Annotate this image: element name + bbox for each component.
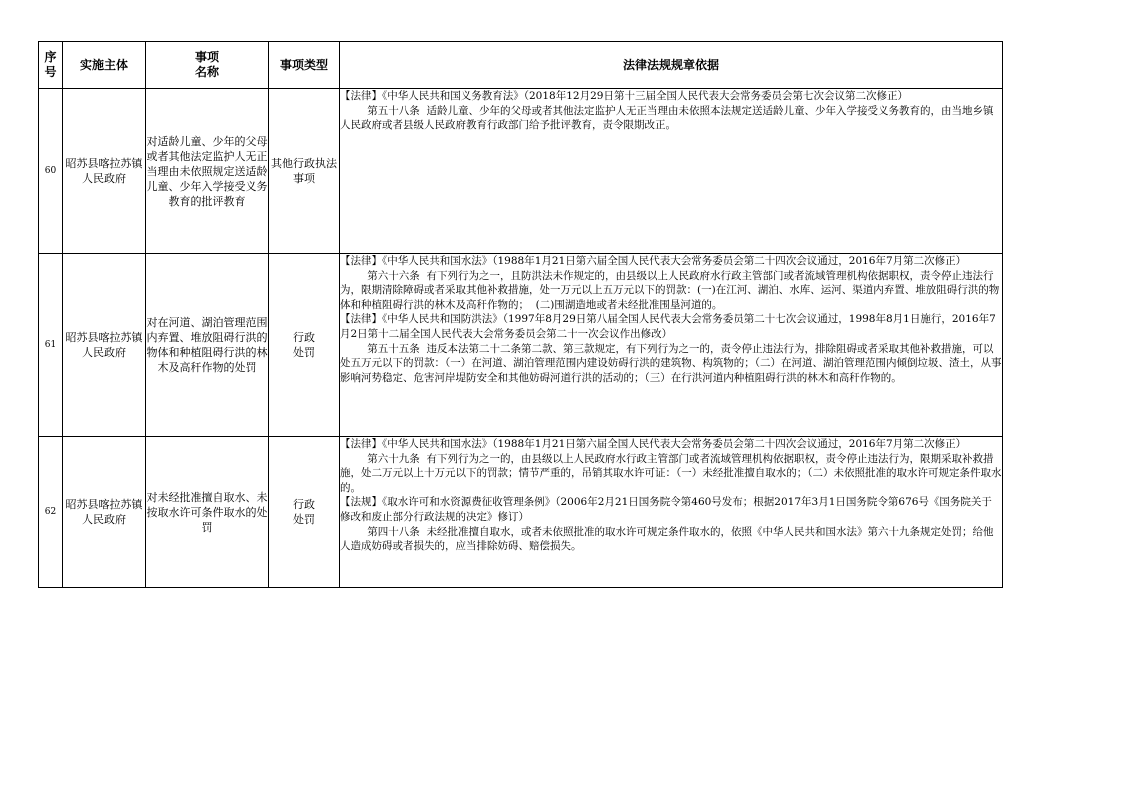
- basis-paragraph: 【法律】《中华人民共和国义务教育法》（2018年12月29日第十三届全国人民代表大会常务委员会第七次会议第二次修正）: [340, 90, 908, 102]
- header-basis: 法律法规规章依据: [340, 42, 1003, 89]
- row-item-name: 对适龄儿童、少年的父母或者其他法定监护人无正当理由未依照规定送适龄儿童、少年入学接受义务教育的批评教育: [146, 89, 269, 254]
- row-item-name: 对在河道、湖泊管理范围内弃置、堆放阻碍行洪的物体和种植阻碍行洪的林木及高秆作物的处罚: [146, 254, 269, 437]
- row-item-name: 对未经批准擅自取水、未按取水许可条件取水的处罚: [146, 437, 269, 588]
- header-name: 事项 名称: [146, 42, 269, 89]
- row-seq: 60: [39, 89, 63, 254]
- row-legal-basis: [340, 89, 1003, 254]
- row-legal-basis: [340, 437, 1003, 588]
- row-subject: 昭苏县喀拉苏镇人民政府: [63, 437, 146, 588]
- row-seq: 62: [39, 437, 63, 588]
- law-enforcement-table: [38, 41, 1003, 588]
- basis-paragraph: 第六十六条 有下列行为之一，且防洪法未作规定的，由县级以上人民政府水行政主管部门或者流域管理机构依据职权，责令停止违法行为，限期清除障碍或者采取其他补救措施，处一万元以上五万元以下的罚款：(一)在江河、湖泊、水库、运河、渠道内弃置、堆放阻碍行洪的物体和种植阻碍行洪的林木及高秆作物的； (二)围湖造地或者未经批准围垦河道的。: [340, 269, 1000, 311]
- row-item-type: 行政 处罚: [269, 437, 340, 588]
- basis-paragraph: 【法律】《中华人民共和国水法》（1988年1月21日第六届全国人民代表大会常务委员会第二十四次会议通过，2016年7月第二次修正）: [340, 255, 967, 267]
- table-row: [39, 437, 1003, 588]
- table-row: [39, 89, 1003, 254]
- header-seq: 序 号: [39, 42, 63, 89]
- row-seq: 61: [39, 254, 63, 437]
- basis-paragraph: 第六十九条 有下列行为之一的，由县级以上人民政府水行政主管部门或者流域管理机构依据职权，责令停止违法行为，限期采取补救措施，处二万元以上十万元以下的罚款；情节严重的，吊销其取水许可证：（一）未经批准擅自取水的；（二）未依照批准的取水许可规定条件取水的。: [340, 452, 1002, 494]
- basis-paragraph: 【法律】《中华人民共和国防洪法》（1997年8月29日第八届全国人民代表大会常务委员第二十七次会议通过，1998年8月1日施行，2016年7月2日第十二届全国人民代表大会常务委员会第二十一次会议作出修改）: [340, 313, 996, 340]
- header-type: 事项类型: [269, 42, 340, 89]
- row-item-type: 行政 处罚: [269, 254, 340, 437]
- basis-paragraph: 【法律】《中华人民共和国水法》（1988年1月21日第六届全国人民代表大会常务委员会第二十四次会议通过，2016年7月第二次修正）: [340, 438, 967, 450]
- basis-paragraph: 第五十五条 违反本法第二十二条第二款、第三款规定，有下列行为之一的，责令停止违法行为，排除阻碍或者采取其他补救措施，可以处五万元以下的罚款：（一）在河道、湖泊管理范围内建设妨碍行洪的建筑物、构筑物的；（二）在河道、湖泊管理范围内倾倒垃圾、渣土，从事影响河势稳定、危害河岸堤防安全和其他妨碍河道行洪的活动的；（三）在行洪河道内种植阻碍行洪的林木和高秆作物的。: [340, 342, 1002, 384]
- basis-paragraph: 第五十八条 适龄儿童、少年的父母或者其他法定监护人无正当理由未依照本法规定送适龄儿童、少年入学接受义务教育的，由当地乡镇人民政府或者县级人民政府教育行政部门给予批评教育，责令限期改正。: [340, 104, 994, 132]
- row-subject: 昭苏县喀拉苏镇人民政府: [63, 89, 146, 254]
- row-legal-basis: [340, 254, 1003, 437]
- table-header-row: [39, 42, 1003, 89]
- basis-paragraph: 【法规】《取水许可和水资源费征收管理条例》（2006年2月21日国务院令第460号发布；根据2017年3月1日国务院令第676号《国务院关于修改和废止部分行政法规的决定》修订）: [340, 496, 992, 523]
- row-item-type: 其他行政执法事项: [269, 89, 340, 254]
- basis-paragraph: 第四十八条 未经批准擅自取水，或者未依照批准的取水许可规定条件取水的，依照《中华人民共和国水法》第六十九条规定处罚；给他人造成妨碍或者损失的，应当排除妨碍、赔偿损失。: [340, 525, 994, 553]
- header-subject: 实施主体: [63, 42, 146, 89]
- table-row: [39, 254, 1003, 437]
- row-subject: 昭苏县喀拉苏镇人民政府: [63, 254, 146, 437]
